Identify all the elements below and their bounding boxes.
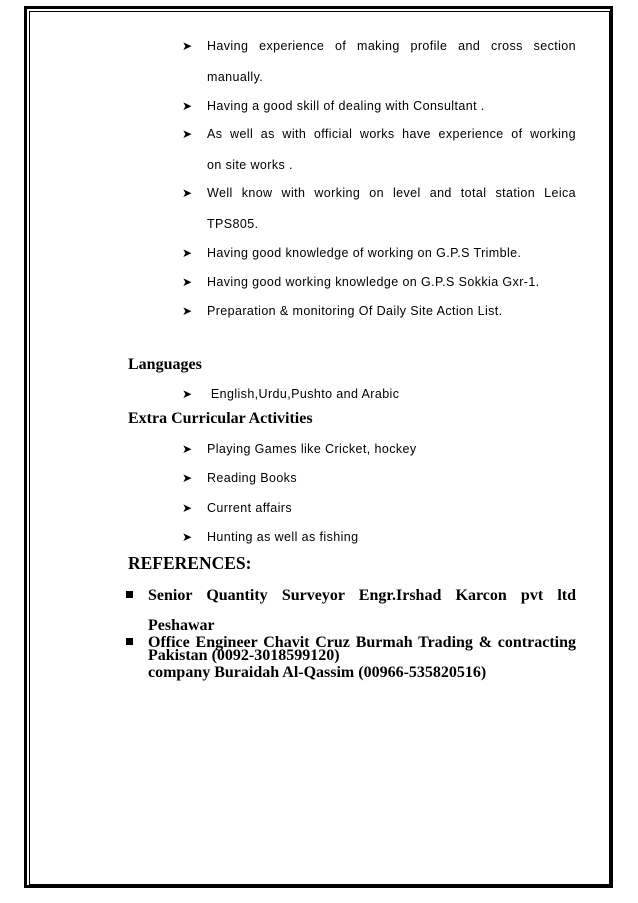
activity-item: ➤ Hunting as well as fishing xyxy=(207,523,576,551)
skill-item: ➤ As well as with official works have experience of working on site works . xyxy=(207,120,576,179)
skill-item: ➤ Preparation & monitoring Of Daily Site Action List. xyxy=(207,297,576,325)
arrow-bullet-icon: ➤ xyxy=(182,246,193,260)
arrow-bullet-icon: ➤ xyxy=(182,442,193,456)
extracurricular-heading: Extra Curricular Activities xyxy=(128,410,313,427)
arrow-bullet-icon: ➤ xyxy=(182,127,193,141)
arrow-bullet-icon: ➤ xyxy=(182,471,193,485)
skill-item: ➤ Having a good skill of dealing with Consultant . xyxy=(207,92,576,120)
arrow-bullet-icon: ➤ xyxy=(182,186,193,200)
skill-item: ➤ Having experience of making profile and cross section manually. xyxy=(207,32,576,91)
language-item: ➤ English,Urdu,Pushto and Arabic xyxy=(207,380,576,408)
skill-item: ➤ Having good working knowledge on G.P.S Sokkia Gxr-1. xyxy=(207,268,576,296)
reference-item: Senior Quantity Surveyor Engr.Irshad Karcon pvt ltd Peshawar Pakistan (0092-3018599120) xyxy=(148,581,576,671)
reference-item: Office Engineer Chavit Cruz Burmah Trading & contracting company Buraidah Al-Qassim (00966-535820516) xyxy=(148,628,576,688)
languages-heading: Languages xyxy=(128,356,202,373)
square-bullet-icon xyxy=(126,591,133,598)
references-heading: REFERENCES: xyxy=(128,553,252,573)
skill-item: ➤ Well know with working on level and total station Leica TPS805. xyxy=(207,179,576,238)
activity-item: ➤ Reading Books xyxy=(207,464,576,492)
arrow-bullet-icon: ➤ xyxy=(182,530,193,544)
square-bullet-icon xyxy=(126,638,133,645)
arrow-bullet-icon: ➤ xyxy=(182,275,193,289)
arrow-bullet-icon: ➤ xyxy=(182,501,193,515)
arrow-bullet-icon: ➤ xyxy=(182,39,193,53)
activity-item: ➤ Playing Games like Cricket, hockey xyxy=(207,435,576,463)
activity-item: ➤ Current affairs xyxy=(207,494,576,522)
arrow-bullet-icon: ➤ xyxy=(182,99,193,113)
skill-item: ➤ Having good knowledge of working on G.P.S Trimble. xyxy=(207,239,576,267)
arrow-bullet-icon: ➤ xyxy=(182,304,193,318)
arrow-bullet-icon: ➤ xyxy=(182,387,193,401)
